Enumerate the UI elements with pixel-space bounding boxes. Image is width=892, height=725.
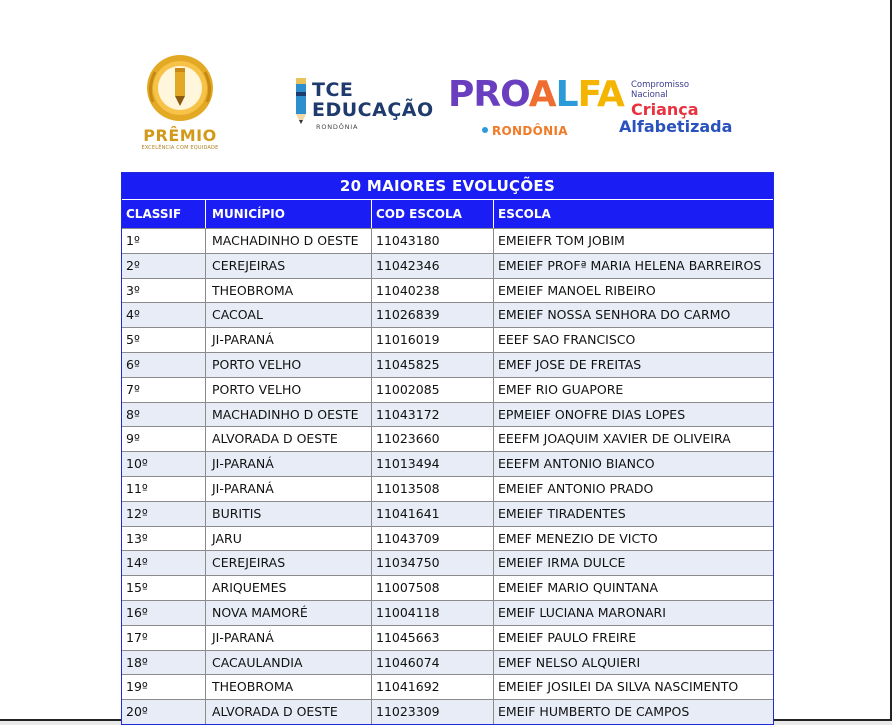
cell-municipio: ALVORADA D OESTE [206, 427, 372, 451]
cell-cod-escola: 11023309 [372, 700, 494, 724]
cell-classif: 10º [122, 452, 206, 476]
cell-classif: 8º [122, 403, 206, 427]
table-body [122, 228, 773, 724]
cell-classif: 9º [122, 427, 206, 451]
cell-cod-escola: 11043709 [372, 527, 494, 551]
table-row [122, 674, 773, 699]
cell-escola: EMEIF HUMBERTO DE CAMPOS [498, 704, 690, 720]
cell-classif: 16º [122, 601, 206, 625]
premio-logo [132, 52, 228, 166]
cell-escola: EMEIEF PROFª MARIA HELENA BARREIROS [498, 257, 762, 273]
cell-classif: 2º [122, 254, 206, 278]
cell-escola: EEEFM ANTONIO BIANCO [498, 456, 655, 472]
cell-escola: EMEIEF MANOEL RIBEIRO [498, 282, 656, 298]
proalfa-pro: PRO [448, 74, 529, 115]
cell-municipio: CEREJEIRAS [206, 254, 372, 278]
table-row [122, 426, 773, 451]
cell-cod-escola: 11041641 [372, 502, 494, 526]
cell-municipio: CACOAL [206, 303, 372, 327]
cell-classif: 11º [122, 477, 206, 501]
crianca-line3: Criança [631, 100, 699, 119]
header-classif: CLASSIF [122, 200, 206, 228]
table-row [122, 526, 773, 551]
table-row [122, 228, 773, 253]
header-cod-escola: COD ESCOLA [372, 200, 494, 228]
cell-escola: EMEF NELSO ALQUIERI [498, 654, 641, 670]
cell-escola: EMEIEF MARIO QUINTANA [498, 580, 658, 596]
cell-municipio: ALVORADA D OESTE [206, 700, 372, 724]
table-header-row [122, 199, 773, 228]
cell-cod-escola: 11042346 [372, 254, 494, 278]
cell-cod-escola: 11045663 [372, 626, 494, 650]
tce-educacao-logo [290, 78, 440, 134]
table-row [122, 575, 773, 600]
cell-municipio: JI-PARANÁ [206, 452, 372, 476]
proalfa-dot-icon [482, 127, 488, 133]
header-escola: ESCOLA [498, 207, 551, 221]
tce-line3: RONDÔNIA [316, 123, 359, 131]
crianca-line4: Alfabetizada [619, 117, 733, 136]
premio-word: PRÊMIO [143, 126, 217, 145]
cell-municipio: BURITIS [206, 502, 372, 526]
cell-classif: 18º [122, 651, 206, 675]
cell-municipio: THEOBROMA [206, 675, 372, 699]
cell-escola: EMEIF LUCIANA MARONARI [498, 604, 666, 620]
cell-cod-escola: 11043180 [372, 229, 494, 253]
cell-classif: 13º [122, 527, 206, 551]
cell-escola: EEEFM JOAQUIM XAVIER DE OLIVEIRA [498, 431, 731, 447]
cell-escola: EMEIEF ANTONIO PRADO [498, 480, 654, 496]
medal-icon [141, 52, 219, 128]
cell-municipio: MACHADINHO D OESTE [206, 403, 372, 427]
cell-escola: EMEIEF IRMA DULCE [498, 555, 626, 571]
cell-classif: 19º [122, 675, 206, 699]
cell-classif: 12º [122, 502, 206, 526]
cell-escola: EMEIEF TIRADENTES [498, 505, 626, 521]
proalfa-a: A [528, 74, 556, 115]
table-row [122, 352, 773, 377]
tce-line1: TCE [312, 79, 354, 101]
cell-municipio: CEREJEIRAS [206, 551, 372, 575]
header-municipio: MUNICÍPIO [206, 200, 372, 228]
cell-cod-escola: 11002085 [372, 378, 494, 402]
cell-classif: 1º [122, 229, 206, 253]
cell-municipio: JARU [206, 527, 372, 551]
cell-classif: 5º [122, 328, 206, 352]
table-row [122, 476, 773, 501]
cell-escola: EPMEIEF ONOFRE DIAS LOPES [498, 406, 686, 422]
proalfa-logo [446, 74, 624, 146]
cell-cod-escola: 11026839 [372, 303, 494, 327]
cell-cod-escola: 11034750 [372, 551, 494, 575]
cell-municipio: CACAULANDIA [206, 651, 372, 675]
tce-line2: EDUCAÇÃO [312, 99, 434, 121]
table-row [122, 451, 773, 476]
proalfa-l: L [555, 74, 578, 115]
ranking-table [121, 172, 774, 725]
cell-escola: EMEIEF PAULO FREIRE [498, 629, 637, 645]
pencil-icon [294, 78, 308, 126]
table-row [122, 253, 773, 278]
table-title: 20 MAIORES EVOLUÇÕES [122, 173, 773, 199]
cell-cod-escola: 11045825 [372, 353, 494, 377]
cell-classif: 6º [122, 353, 206, 377]
table-row [122, 600, 773, 625]
cell-classif: 15º [122, 576, 206, 600]
cell-classif: 20º [122, 700, 206, 724]
crianca-line2: Nacional [631, 90, 668, 100]
table-row [122, 625, 773, 650]
cell-cod-escola: 11043172 [372, 403, 494, 427]
cell-municipio: THEOBROMA [206, 279, 372, 303]
cell-municipio: PORTO VELHO [206, 353, 372, 377]
cell-classif: 14º [122, 551, 206, 575]
proalfa-subtitle: RONDÔNIA [492, 124, 568, 138]
cell-cod-escola: 11007508 [372, 576, 494, 600]
table-row [122, 377, 773, 402]
crianca-alfabetizada-logo [617, 80, 752, 140]
cell-escola: EMEIEFR TOM JOBIM [498, 233, 625, 248]
cell-escola: EMEIEF JOSILEI DA SILVA NASCIMENTO [498, 679, 739, 695]
cell-cod-escola: 11013508 [372, 477, 494, 501]
cell-cod-escola: 11023660 [372, 427, 494, 451]
cell-municipio: JI-PARANÁ [206, 477, 372, 501]
table-row [122, 278, 773, 303]
table-row [122, 501, 773, 526]
cell-cod-escola: 11041692 [372, 675, 494, 699]
cell-municipio: ARIQUEMES [206, 576, 372, 600]
cell-classif: 3º [122, 279, 206, 303]
cell-cod-escola: 11040238 [372, 279, 494, 303]
table-row [122, 699, 773, 724]
cell-escola: EMEF RIO GUAPORE [498, 381, 624, 397]
cell-escola: EEEF SAO FRANCISCO [498, 332, 636, 348]
table-row [122, 302, 773, 327]
cell-escola: EMEF JOSE DE FREITAS [498, 356, 642, 372]
table-row [122, 327, 773, 352]
cell-escola: EMEIEF NOSSA SENHORA DO CARMO [498, 307, 731, 323]
crianca-line1: Compromisso [631, 80, 690, 90]
cell-municipio: JI-PARANÁ [206, 626, 372, 650]
cell-cod-escola: 11013494 [372, 452, 494, 476]
cell-cod-escola: 11016019 [372, 328, 494, 352]
premio-subtitle: EXCELÊNCIA COM EQUIDADE [141, 145, 219, 151]
cell-municipio: MACHADINHO D OESTE [206, 229, 372, 253]
table-row [122, 650, 773, 675]
cell-municipio: NOVA MAMORÉ [206, 601, 372, 625]
proalfa-wordmark [448, 74, 624, 115]
cell-classif: 17º [122, 626, 206, 650]
proalfa-fa: FA [577, 74, 624, 115]
cell-cod-escola: 11046074 [372, 651, 494, 675]
table-row [122, 402, 773, 427]
cell-escola: EMEF MENEZIO DE VICTO [498, 530, 658, 546]
cell-classif: 7º [122, 378, 206, 402]
cell-cod-escola: 11004118 [372, 601, 494, 625]
cell-classif: 4º [122, 303, 206, 327]
table-row [122, 550, 773, 575]
cell-municipio: JI-PARANÁ [206, 328, 372, 352]
cell-municipio: PORTO VELHO [206, 378, 372, 402]
